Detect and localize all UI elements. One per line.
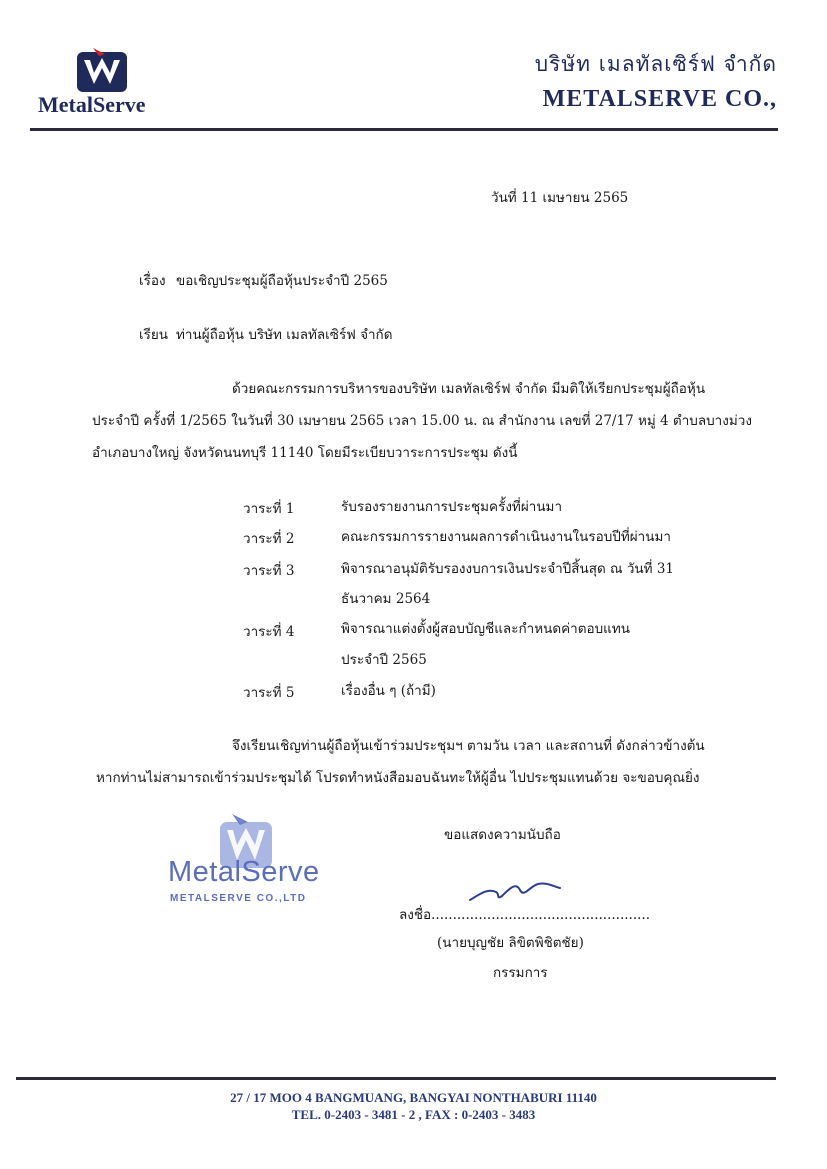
agenda-label: วาระที่ 1 (243, 501, 295, 517)
signatory-title: กรรมการ (493, 965, 548, 981)
agenda-label: วาระที่ 3 (243, 563, 295, 579)
footer-phone: TEL. 0-2403 - 3481 - 2 , FAX : 0-2403 - 3483 (291, 1107, 536, 1122)
signatory-name: (นายบุญชัย ลิขิตพิชิตชัย) (437, 935, 584, 951)
recipient-text: ท่านผู้ถือหุ้น บริษัท เมลทัลเซิร์ฟ จำกัด (176, 327, 393, 343)
agenda-item: คณะกรรมการรายงานผลการดำเนินงานในรอบปีที่ผ่านมา (341, 529, 671, 545)
metalserve-logo-icon (75, 46, 129, 92)
handwritten-signature (466, 876, 566, 906)
stamp-subtitle: METALSERVE CO.,LTD (170, 893, 307, 904)
company-name-thai: บริษัท เมลทัลเซิร์ฟ จำกัด (534, 52, 777, 76)
letter-date: วันที่ 11 เมษายน 2565 (491, 190, 629, 206)
header-divider (30, 128, 778, 131)
stamp-wordmark: MetalServe (168, 856, 320, 888)
agenda-item: รับรองรายงานการประชุมครั้งที่ผ่านมา (341, 499, 563, 515)
agenda-label: วาระที่ 4 (243, 624, 295, 640)
closing-line: จึงเรียนเชิญท่านผู้ถือหุ้นเข้าร่วมประชุมฯ ตามวัน เวลา และสถานที่ ดังกล่าวข้างต้น (232, 738, 705, 754)
agenda-item-continued: ธันวาคม 2564 (341, 591, 431, 607)
recipient-label: เรียน (139, 327, 169, 343)
subject-label: เรื่อง (139, 273, 166, 289)
subject-text: ขอเชิญประชุมผู้ถือหุ้นประจำปี 2565 (176, 273, 388, 289)
agenda-item: พิจารณาอนุมัติรับรองงบการเงินประจำปีสิ้นสุด ณ วันที่ 31 (341, 561, 675, 577)
intro-line: อำเภอบางใหญ่ จังหวัดนนทบุรี 11140 โดยมีระเบียบวาระการประชุม ดังนี้ (92, 445, 518, 461)
closing-line: หากท่านไม่สามารถเข้าร่วมประชุมได้ โปรดทำหนังสือมอบฉันทะให้ผู้อื่น ไปประชุมแทนด้วย จะขอบคุณยิ่ง (96, 770, 700, 786)
logo-wordmark: MetalServe (38, 92, 146, 117)
agenda-item-continued: ประจำปี 2565 (341, 652, 427, 668)
intro-line: ประจำปี ครั้งที่ 1/2565 ในวันที่ 30 เมษายน 2565 เวลา 15.00 น. ณ สำนักงาน เลขที่ 27/17 หมู่ 4 ตำบลบางม่วง (92, 413, 752, 429)
company-name-english: METALSERVE CO., (542, 86, 777, 112)
salutation: ขอแสดงความนับถือ (444, 827, 561, 843)
agenda-item: เรื่องอื่น ๆ (ถ้ามี) (341, 683, 436, 699)
signature-line: ลงชื่อ................................................... (399, 907, 650, 923)
intro-line: ด้วยคณะกรรมการบริหารของบริษัท เมลทัลเซิร์ฟ จำกัด มีมติให้เรียกประชุมผู้ถือหุ้น (232, 381, 706, 397)
footer-address: 27 / 17 MOO 4 BANGMUANG, BANGYAI NONTHABURI 11140 (230, 1090, 597, 1105)
agenda-label: วาระที่ 2 (243, 531, 295, 547)
agenda-label: วาระที่ 5 (243, 685, 295, 701)
footer-divider (16, 1077, 776, 1080)
agenda-item: พิจารณาแต่งตั้งผู้สอบบัญชีและกำหนดค่าตอบแทน (341, 621, 630, 637)
